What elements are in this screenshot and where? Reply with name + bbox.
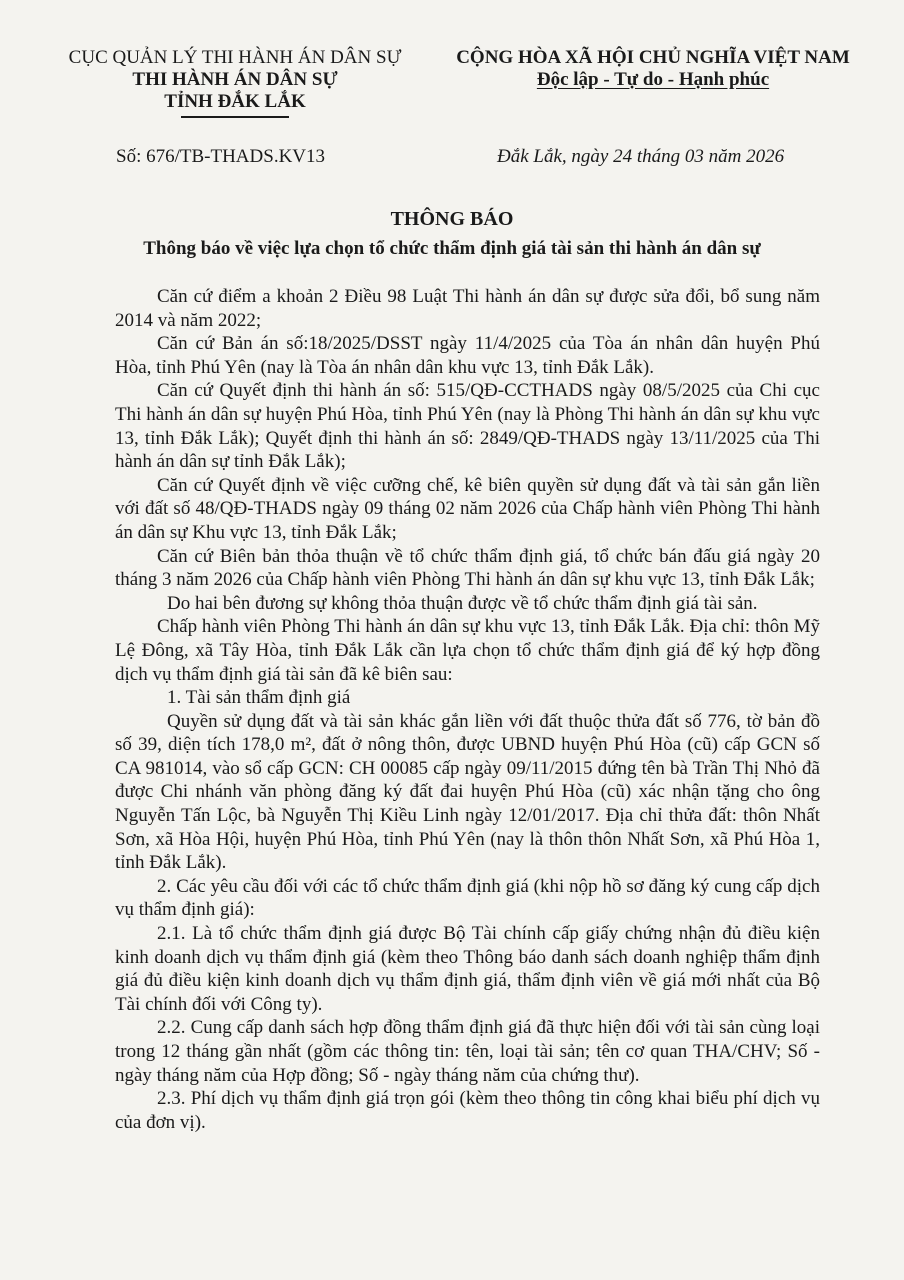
paragraph: Do hai bên đương sự không thỏa thuận được về tổ chức thẩm định giá tài sản. [167,592,758,614]
agency-parent: CỤC QUẢN LÝ THI HÀNH ÁN DÂN SỰ [68,47,402,68]
section-heading: 1. Tài sản thẩm định giá [167,687,351,709]
agency-province: TỈNH ĐẮK LẮK [164,91,306,112]
document-title: THÔNG BÁO [390,208,514,230]
paragraph: Quyền sử dụng đất và tài sản khác gắn liền với đất thuộc thửa đất số 776, tờ bản đồ số 39, diện tích 178,0 m², đất ở nông thôn, được UBND huyện Phú Hòa (cũ) cấp GCN số CA 981014, vào sổ cấp GCN: CH 00085 cấp ngày 09/11/2015 đứng tên bà Trần Thị Nhỏ đã được Chi nhánh văn phòng đăng ký đất đai huyện Phú Hòa (cũ) xác nhận tặng cho ông Nguyễn Tấn Lộc, bà Nguyễn Thị Kiều Linh ngày 12/01/2017. Địa chỉ thửa đất: thôn Nhất Sơn, xã Hòa Hội, huyện Phú Hòa, tỉnh Phú Yên (nay là thôn thôn Nhất Sơn, xã Phú Hòa 1, tỉnh Đắk Lắk). [115,710,820,874]
paragraph: Căn cứ điểm a khoản 2 Điều 98 Luật Thi hành án dân sự được sửa đổi, bổ sung năm 2014 và năm 2022; [115,286,820,331]
paragraph: 2.2. Cung cấp danh sách hợp đồng thẩm định giá đã thực hiện đối với tài sản cùng loại trong 12 tháng gần nhất (gồm các thông tin: tên, loại tài sản; tên cơ quan THA/CHV; Số - ngày tháng năm của Hợp đồng; Số - ngày tháng năm của chứng thư). [115,1017,820,1086]
paragraph: Căn cứ Biên bản thỏa thuận về tổ chức thẩm định giá, tổ chức bán đấu giá ngày 20 tháng 3 năm 2026 của Chấp hành viên Phòng Thi hành án dân sự khu vực 13, tỉnh Đắk Lắk; [115,545,820,591]
paragraph: 2.3. Phí dịch vụ thẩm định giá trọn gói (kèm theo thông tin công khai biểu phí dịch vụ của đơn vị). [115,1088,820,1133]
agency-name: THI HÀNH ÁN DÂN SỰ [132,69,338,90]
paragraph: Căn cứ Quyết định về việc cưỡng chế, kê biên quyền sử dụng đất và tài sản gắn liền với đất số 48/QĐ-THADS ngày 09 tháng 02 năm 2026 của Chấp hành viên Phòng Thi hành án dân sự Khu vực 13, tỉnh Đắk Lắk; [115,474,820,543]
place-date: Đắk Lắk, ngày 24 tháng 03 năm 2026 [497,146,785,167]
national-motto: Độc lập - Tự do - Hạnh phúc [536,69,770,90]
paragraph: Chấp hành viên Phòng Thi hành án dân sự khu vực 13, tỉnh Đắk Lắk. Địa chỉ: thôn Mỹ Lệ Đông, xã Tây Hòa, tỉnh Đắk Lắk cần lựa chọn tổ chức thẩm định giá để ký hợp đồng dịch vụ thẩm định giá tài sản đã kê biên sau: [115,616,820,685]
national-name: CỘNG HÒA XÃ HỘI CHỦ NGHĨA VIỆT NAM [456,47,850,68]
header-rule [181,116,289,118]
agency-header [40,47,430,118]
national-header [418,47,888,91]
document-body [115,285,820,1134]
paragraph: Căn cứ Quyết định thi hành án số: 515/QĐ-CCTHADS ngày 08/5/2025 của Chi cục Thi hành án dân sự huyện Phú Hòa, tỉnh Phú Yên (nay là Phòng Thi hành án dân sự khu vực 13, tỉnh Đắk Lắk); Quyết định thi hành án số: 2849/QĐ-THADS ngày 13/11/2025 của Thi hành án dân sự tỉnh Đắk Lắk); [115,380,820,473]
paragraph: 2.1. Là tổ chức thẩm định giá được Bộ Tài chính cấp giấy chứng nhận đủ điều kiện kinh doanh dịch vụ thẩm định giá (kèm theo Thông báo danh sách doanh nghiệp thẩm định giá đủ điều kiện kinh doanh dịch vụ thẩm định giá, thẩm định viên về giá mới nhất của Bộ Tài chính đối với Công ty). [115,923,820,1015]
section-heading: 2. Các yêu cầu đối với các tổ chức thẩm định giá (khi nộp hồ sơ đăng ký cung cấp dịch vụ thẩm định giá): [115,875,820,921]
paragraph: Căn cứ Bản án số:18/2025/DSST ngày 11/4/2025 của Tòa án nhân dân huyện Phú Hòa, tỉnh Phú Yên (nay là Tòa án nhân dân khu vực 13, tỉnh Đắk Lắk). [115,333,820,378]
document-number: Số: 676/TB-THADS.KV13 [116,146,326,167]
document-subtitle: Thông báo về việc lựa chọn tổ chức thẩm định giá tài sản thi hành án dân sự [143,238,761,259]
